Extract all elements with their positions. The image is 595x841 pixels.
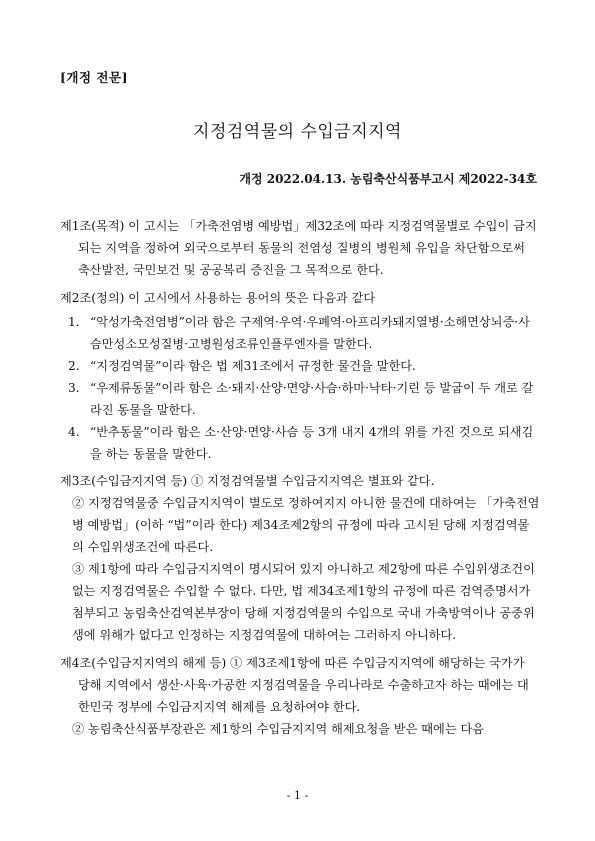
definition-text: “반추동물”이라 함은 소·산양·면양·사슴 등 3개 내지 4개의 위를 가진 것으로 되새김을 하는 동물을 말한다. [90,424,534,461]
definition-item [60,378,540,422]
definition-number: 2. [68,358,80,373]
article-2-definitions [60,312,540,466]
revision-line: 개정 2022.04.13. 농림축산식품부고시 제2022-34호 [239,172,537,186]
definition-number: 4. [68,424,80,439]
definition-item [60,422,540,466]
document-body [60,216,540,741]
article-2: 제2조(정의) 이 고시에서 사용하는 용어의 뜻은 다음과 같다 [60,290,376,305]
definition-text: “악성가축전염병”이라 함은 구제역·우역·우폐역·아프리카돼지열병·소해면상뇌증·사슴만성소모성질병·고병원성조류인플루엔자를 말한다. [90,314,530,351]
definition-text: “우제류동물”이라 함은 소·돼지·산양·면양·사슴·하마·낙타·기린 등 발굽이 두 개로 갈라진 동물을 말한다. [90,380,534,417]
definition-number: 1. [68,314,80,329]
revision-tag: [개정 전문] [60,70,128,85]
page-number: - 1 - [286,789,309,802]
document-title: 지정검역물의 수입금지지역 [193,122,402,142]
article-1: 제1조(목적) 이 고시는 「가축전염병 예방법」제32조에 따라 지정검역물별로 수입이 금지되는 지역을 정하여 외국으로부터 동물의 전염성 질병의 병원체 유입을 차단함으로써 축산발전, 국민보건 및 공공복리 증진을 그 목적으로 한다. [60,219,537,277]
definition-text: “지정검역물”이라 함은 법 제31조에서 규정한 물건을 말한다. [90,358,416,373]
article-3-clause-2: ② 지정검역물중 수입금지지역이 별도로 정하여지지 아니한 물건에 대하여는 「가축전염병 예방법」(이하 “법”이라 한다) 제34조제2항의 규정에 따라 고시된 당해 지정검역물의 수입위생조건에 따른다. [72,496,540,555]
definition-item [60,312,540,356]
definition-number: 3. [68,380,80,395]
article-4-clause-2: ② 농림축산식품부장관은 제1항의 수입금지지역 해제요청을 받은 때에는 다음 [72,721,485,736]
article-3-clause-1: 제3조(수입금지지역 등) ① 지정검역물별 수입금지지역은 별표와 같다. [60,474,435,489]
article-3-clause-3: ③ 제1항에 따라 수입금지지역이 명시되어 있지 아니하고 제2항에 따른 수입위생조건이 없는 지정검역물은 수입할 수 없다. 다만, 법 제34조제1항의 규정에 따른 검역증명서가 첨부되고 농림축산검역본부장이 당해 지정검역물의 수입으로 국내 가축방역이나 공중위생에 위해가 없다고 인정하는 지정검역물에 대하여는 그러하지 아니하다. [72,562,535,643]
definition-item [60,356,540,378]
article-4-clause-1: 제4조(수입금지지역의 해제 등) ① 제3조제1항에 따른 수입금지지역에 해당하는 국가가 당해 지역에서 생산·사육·가공한 지정검역물을 우리나라로 수출하고자 하는 때에는 대한민국 정부에 수입금지지역 해제를 요청하여야 한다. [60,656,529,715]
